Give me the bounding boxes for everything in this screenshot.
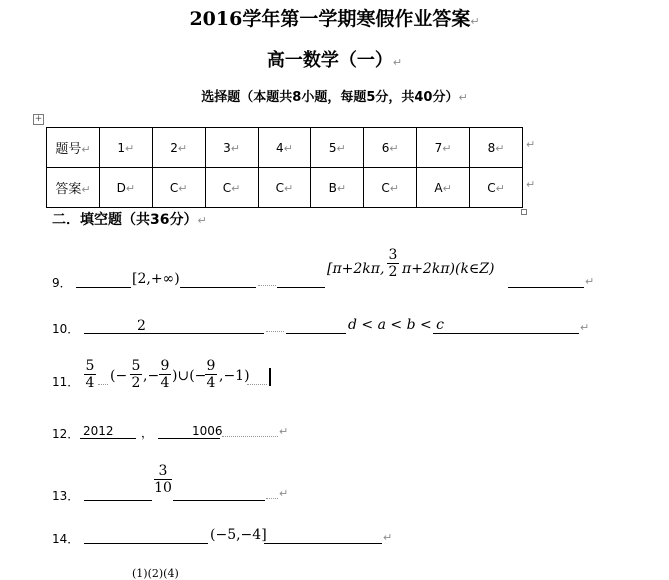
answer-blank [264, 543, 382, 544]
dotted-leader [98, 384, 108, 385]
table-cell: 2↵ [152, 128, 205, 168]
table-cell: A↵ [417, 168, 470, 208]
document-subtitle: 高一数学（一）↵ [266, 50, 403, 71]
dotted-leader [266, 498, 278, 499]
table-resize-handle-icon[interactable] [521, 209, 527, 215]
table-cell: 1↵ [99, 128, 152, 168]
table-cell: 8↵ [470, 128, 523, 168]
q10-answer-2: d < a < b < c [348, 317, 445, 333]
table-cell: D↵ [99, 168, 152, 208]
table-cell: 7↵ [417, 128, 470, 168]
question-number-13: 13． [52, 489, 80, 503]
table-cell: 5↵ [311, 128, 364, 168]
text-cursor [269, 368, 271, 386]
table-cell: C↵ [364, 168, 417, 208]
document-title: 2016学年第一学期寒假作业答案↵ [189, 8, 480, 30]
q9-answer-1: [2,+∞) [132, 271, 180, 287]
answer-blank [80, 438, 136, 439]
table-move-handle-icon[interactable]: + [34, 114, 43, 124]
question-number-11: 11． [52, 375, 80, 389]
table-row-numbers [47, 128, 523, 168]
q13-fraction: 3 10 [154, 463, 172, 496]
answer-blank [173, 500, 265, 501]
q9-answer-2-end: π+2kπ)(k∈Z) [402, 261, 495, 277]
answer-blank [277, 287, 325, 288]
question-number-14: 14． [52, 532, 80, 546]
q11-fraction-1: 5 4 [85, 358, 95, 391]
paragraph-mark: ↵ [279, 487, 289, 500]
paragraph-mark: ↵ [585, 275, 595, 288]
q11-open: (− [110, 368, 128, 384]
question-number-9: 9． [52, 276, 72, 290]
q12-separator: ， [141, 426, 154, 440]
q11-union: )∪(− [172, 368, 207, 384]
paragraph-mark: ↵ [580, 321, 590, 334]
q14-answer: (−5,−4] [210, 527, 267, 543]
q12-answer-1: 2012 [83, 424, 114, 438]
q11-fraction-4: 9 4 [206, 358, 216, 391]
answer-blank [84, 543, 208, 544]
table-cell: 6↵ [364, 128, 417, 168]
q11-comma: ,− [143, 368, 160, 384]
q10-answer-1: 2 [137, 318, 146, 334]
answer-blank [158, 438, 220, 439]
row-end-mark: ↵ [526, 178, 536, 191]
q11-fraction-2: 5 2 [131, 358, 141, 391]
dotted-leader [247, 384, 267, 385]
q12-answer-2: 1006 [192, 424, 223, 438]
answer-blank [76, 287, 131, 288]
answer-blank [286, 333, 346, 334]
paragraph-mark: ↵ [279, 425, 289, 438]
paragraph-mark: ↵ [383, 531, 393, 544]
row-end-mark: ↵ [526, 138, 536, 151]
fill-in-section-heading: 二．填空题（共36分）↵ [52, 212, 207, 228]
answer-blank [508, 287, 584, 288]
table-cell: C↵ [152, 168, 205, 208]
row-label-number: 题号↵ [47, 128, 100, 168]
choice-section-heading: 选择题（本题共8小题，每题5分，共40分）↵ [201, 90, 468, 105]
table-cell: C↵ [258, 168, 311, 208]
table-cell: C↵ [205, 168, 258, 208]
q11-fraction-3: 9 4 [160, 358, 170, 391]
q11-tail: ,−1) [219, 368, 250, 384]
q9-fraction: 3 2 [388, 247, 398, 280]
q15-partial-answer: (1)(2)(4) [132, 567, 179, 580]
answer-blank [180, 287, 256, 288]
question-number-12: 12． [52, 427, 80, 441]
row-label-answer: 答案↵ [47, 168, 100, 208]
q9-answer-2-start: [π+2kπ, [327, 261, 385, 277]
answer-blank [84, 500, 152, 501]
answer-blank [433, 333, 579, 334]
dotted-leader [258, 285, 276, 286]
table-cell: B↵ [311, 168, 364, 208]
answer-blank [84, 333, 264, 334]
table-cell: 3↵ [205, 128, 258, 168]
dotted-leader [222, 436, 278, 437]
question-number-10: 10． [52, 322, 80, 336]
choice-answer-table [46, 127, 523, 208]
table-cell: C↵ [470, 168, 523, 208]
table-row-answers [47, 168, 523, 208]
table-cell: 4↵ [258, 128, 311, 168]
dotted-leader [266, 331, 284, 332]
